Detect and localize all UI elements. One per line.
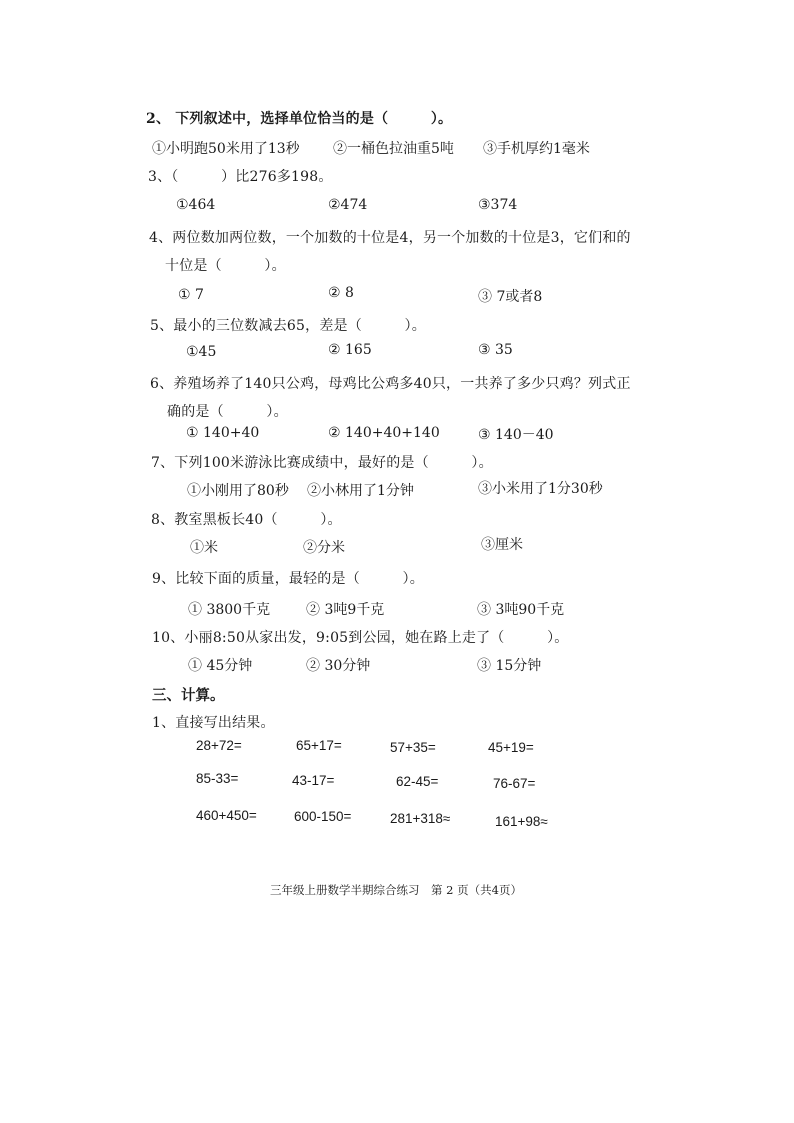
question-5-option-2: ② 165 — [328, 342, 372, 358]
question-6-option-1: ① 140+40 — [186, 425, 260, 441]
calc-problem: 65+17= — [296, 738, 342, 753]
question-7-option-3: ③小米用了1分30秒 — [478, 481, 603, 497]
question-7-stem: 7、下列100米游泳比赛成绩中，最好的是（ ）。 — [151, 455, 493, 471]
question-7-option-2: ②小林用了1分钟 — [307, 483, 414, 499]
question-2-option-3: ③手机厚约1毫米 — [483, 141, 590, 157]
question-9-option-1: ① 3800千克 — [188, 602, 271, 618]
question-3-option-3: ③374 — [478, 197, 518, 213]
section-3-subtitle: 1、直接写出结果。 — [152, 715, 275, 731]
calc-problem: 57+35= — [390, 740, 436, 755]
question-4-stem: 4、两位数加两位数，一个加数的十位是4，另一个加数的十位是3，它们和的 — [149, 230, 631, 246]
calc-problem: 43-17= — [292, 773, 335, 788]
question-8-option-2: ②分米 — [303, 540, 345, 556]
question-10-option-1: ① 45分钟 — [188, 658, 253, 674]
calc-problem: 28+72= — [196, 738, 242, 753]
question-2-option-2: ②一桶色拉油重5吨 — [333, 141, 454, 157]
question-10-stem: 10、小丽8:50从家出发，9:05到公园，她在路上走了（ ）。 — [152, 630, 569, 646]
calc-problem: 45+19= — [488, 740, 534, 755]
calc-problem: 600-150= — [294, 809, 352, 824]
question-6-option-2: ② 140+40+140 — [328, 425, 440, 441]
question-3-stem: 3、（ ）比276多198。 — [148, 169, 333, 185]
question-4-option-2: ② 8 — [328, 285, 354, 301]
calc-problem: 76-67= — [493, 776, 536, 791]
question-8-option-1: ①米 — [190, 540, 218, 556]
question-3-option-1: ①464 — [176, 197, 216, 213]
question-3-option-2: ②474 — [328, 197, 368, 213]
question-7-option-1: ①小刚用了80秒 — [187, 483, 289, 499]
question-6-stem-line2: 确的是（ ）。 — [167, 404, 288, 420]
question-2-stem: 2、 下列叙述中，选择单位恰当的是（ ）。 — [146, 111, 453, 127]
calc-problem: 62-45= — [396, 774, 439, 789]
question-5-stem: 5、最小的三位数减去65，差是（ ）。 — [150, 318, 426, 334]
question-5-option-3: ③ 35 — [478, 342, 513, 358]
calc-problem: 85-33= — [196, 771, 239, 786]
section-3-title: 三、计算。 — [152, 687, 225, 704]
question-10-option-3: ③ 15分钟 — [477, 658, 542, 674]
question-9-stem: 9、比较下面的质量，最轻的是（ ）。 — [152, 571, 424, 587]
question-6-option-3: ③ 140－40 — [478, 427, 554, 443]
question-9-option-2: ② 3吨9千克 — [306, 602, 385, 618]
question-9-option-3: ③ 3吨90千克 — [477, 602, 565, 618]
question-8-stem: 8、教室黑板长40（ ）。 — [151, 512, 342, 528]
question-4-stem-line2: 十位是（ ）。 — [165, 258, 286, 274]
calc-problem: 281+318≈ — [390, 811, 451, 826]
question-4-option-3: ③ 7或者8 — [478, 289, 543, 305]
question-6-stem: 6、养殖场养了140只公鸡，母鸡比公鸡多40只，一共养了多少只鸡？列式正 — [150, 376, 631, 392]
question-4-option-1: ① 7 — [178, 287, 204, 303]
calc-problem: 460+450= — [196, 808, 257, 823]
question-8-option-3: ③厘米 — [481, 537, 523, 553]
calc-problem: 161+98≈ — [495, 814, 548, 829]
question-5-option-1: ①45 — [186, 344, 217, 360]
question-10-option-2: ② 30分钟 — [306, 658, 371, 674]
page-footer: 三年级上册数学半期综合练习 第 2 页（共4页） — [270, 883, 522, 897]
question-2-option-1: ①小明跑50米用了13秒 — [152, 141, 300, 157]
